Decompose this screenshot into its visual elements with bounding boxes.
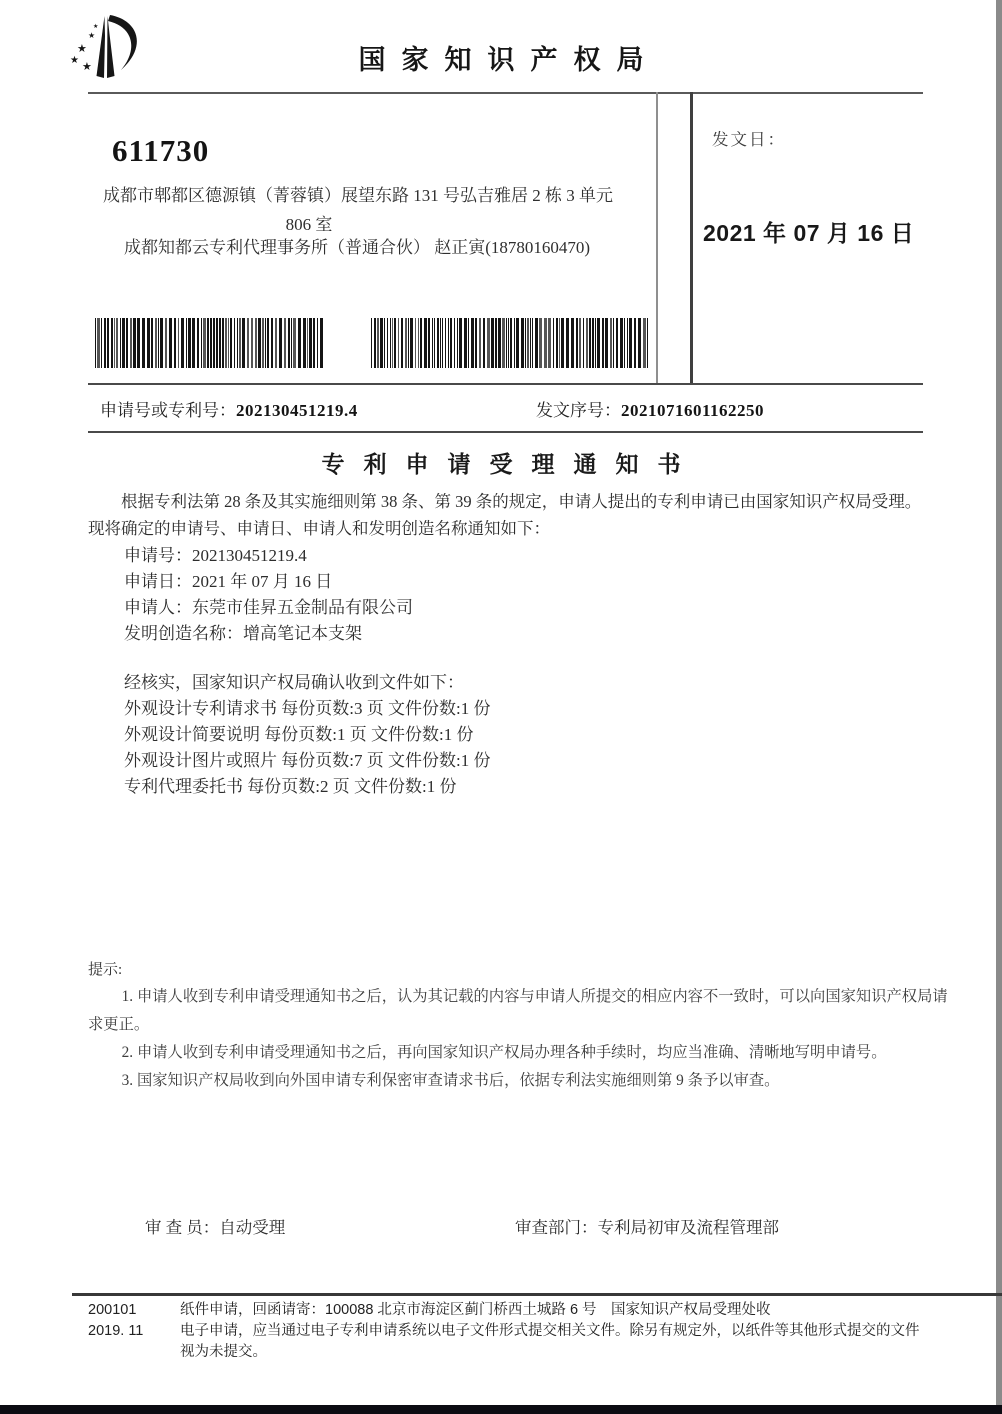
dispatch-date-label: 发文日： <box>712 130 786 149</box>
examiner-value: 自动受理 <box>219 1218 286 1237</box>
application-number-row <box>100 396 358 421</box>
document-item: 外观设计专利请求书 每份页数:3 页 文件份数:1 份 <box>124 699 491 718</box>
field-application-number: 申请号：202130451219.4 <box>124 546 307 565</box>
mailing-address-line2: 806 室 <box>285 215 333 234</box>
serial-number-value: 2021071601162250 <box>621 401 765 420</box>
application-number-value: 202130451219.4 <box>236 401 358 420</box>
serial-number-row <box>536 396 764 421</box>
header-divider <box>88 92 923 94</box>
dispatch-box-outer-border <box>656 92 658 384</box>
footer-form-codes <box>88 1300 143 1342</box>
field-application-date: 申请日：2021 年 07 月 16 日 <box>124 572 333 591</box>
examiner-label: 审 查 员： <box>145 1218 220 1237</box>
page-edge-bottom <box>0 1405 1002 1414</box>
field-invention-title: 发明创造名称：增高笔记本支架 <box>124 624 362 643</box>
hints-list <box>88 983 948 1095</box>
document-item: 外观设计简要说明 每份页数:1 页 文件份数:1 份 <box>124 725 474 744</box>
dispatch-box-left-border <box>690 92 693 384</box>
application-number-label: 申请号或专利号： <box>100 401 236 420</box>
document-item: 外观设计图片或照片 每份页数:7 页 文件份数:1 份 <box>124 751 491 770</box>
svg-text:★: ★ <box>93 24 99 30</box>
footer-form-code: 2019. 11 <box>88 1323 144 1339</box>
notice-intro-paragraph: 根据专利法第 28 条及其实施细则第 38 条、第 39 条的规定，申请人提出的专利申请已由国家知识产权局受理。现将确定的申请号、申请日、申请人和发明创造名称通知如下： <box>88 492 922 538</box>
mailing-address-line1: 成都市郫都区德源镇（菁蓉镇）展望东路 131 号弘吉雅居 2 栋 3 单元 <box>103 186 613 205</box>
notice-title: 专利申请受理通知书 <box>321 452 700 477</box>
postal-code: 611730 <box>112 133 210 168</box>
band-top-divider <box>88 383 923 385</box>
barcode <box>95 318 327 368</box>
department-label: 审查部门： <box>515 1218 598 1237</box>
barcode <box>371 318 652 368</box>
document-item: 专利代理委托书 每份页数:2 页 文件份数:1 份 <box>124 777 457 796</box>
application-fields <box>124 543 413 647</box>
field-applicant: 申请人：东莞市佳昇五金制品有限公司 <box>124 598 413 617</box>
department-value: 专利局初审及流程管理部 <box>597 1218 779 1237</box>
org-title: 国家知识产权局 <box>358 45 660 75</box>
mailing-recipient: 成都知都云专利代理事务所（普通合伙） 赵正寅(18780160470) <box>124 238 591 257</box>
page-edge-right <box>996 0 1002 1414</box>
footer-form-code: 200101 <box>88 1302 137 1318</box>
hint-item: 3. 国家知识产权局收到向外国申请专利保密审查请求书后，依据专利法实施细则第 9 条予以审查。 <box>121 1072 780 1089</box>
footer-instructions <box>180 1300 928 1363</box>
svg-text:★: ★ <box>77 43 87 55</box>
band-bottom-divider <box>88 431 923 433</box>
serial-number-label: 发文序号： <box>536 401 621 420</box>
hints-label: 提示: <box>88 962 123 978</box>
received-documents-intro: 经核实，国家知识产权局确认收到文件如下： <box>124 673 464 692</box>
footer-instruction-line: 纸件申请，回函请寄：100088 北京市海淀区蓟门桥西土城路 6 号 国家知识产权局受理处收 <box>180 1302 771 1318</box>
svg-text:★: ★ <box>70 55 79 66</box>
svg-text:★: ★ <box>82 61 92 73</box>
department-row <box>515 1214 779 1238</box>
received-documents <box>124 670 490 800</box>
footer-instruction-line: 电子申请，应当通过电子专利申请系统以电子文件形式提交相关文件。除另有规定外，以纸件等其他形式提交的文件视为未提交。 <box>180 1323 920 1360</box>
footer-divider <box>72 1293 1002 1296</box>
hint-item: 2. 申请人收到专利申请受理通知书之后，再向国家知识产权局办理各种手续时，均应当准确、清晰地写明申请号。 <box>121 1044 887 1061</box>
examiner-row <box>145 1214 285 1238</box>
dispatch-date-value: 2021 年 07 月 16 日 <box>703 220 915 246</box>
hint-item: 1. 申请人收到专利申请受理通知书之后，认为其记载的内容与申请人所提交的相应内容不一致时，可以向国家知识产权局请求更正。 <box>88 988 948 1033</box>
svg-text:★: ★ <box>88 31 96 40</box>
